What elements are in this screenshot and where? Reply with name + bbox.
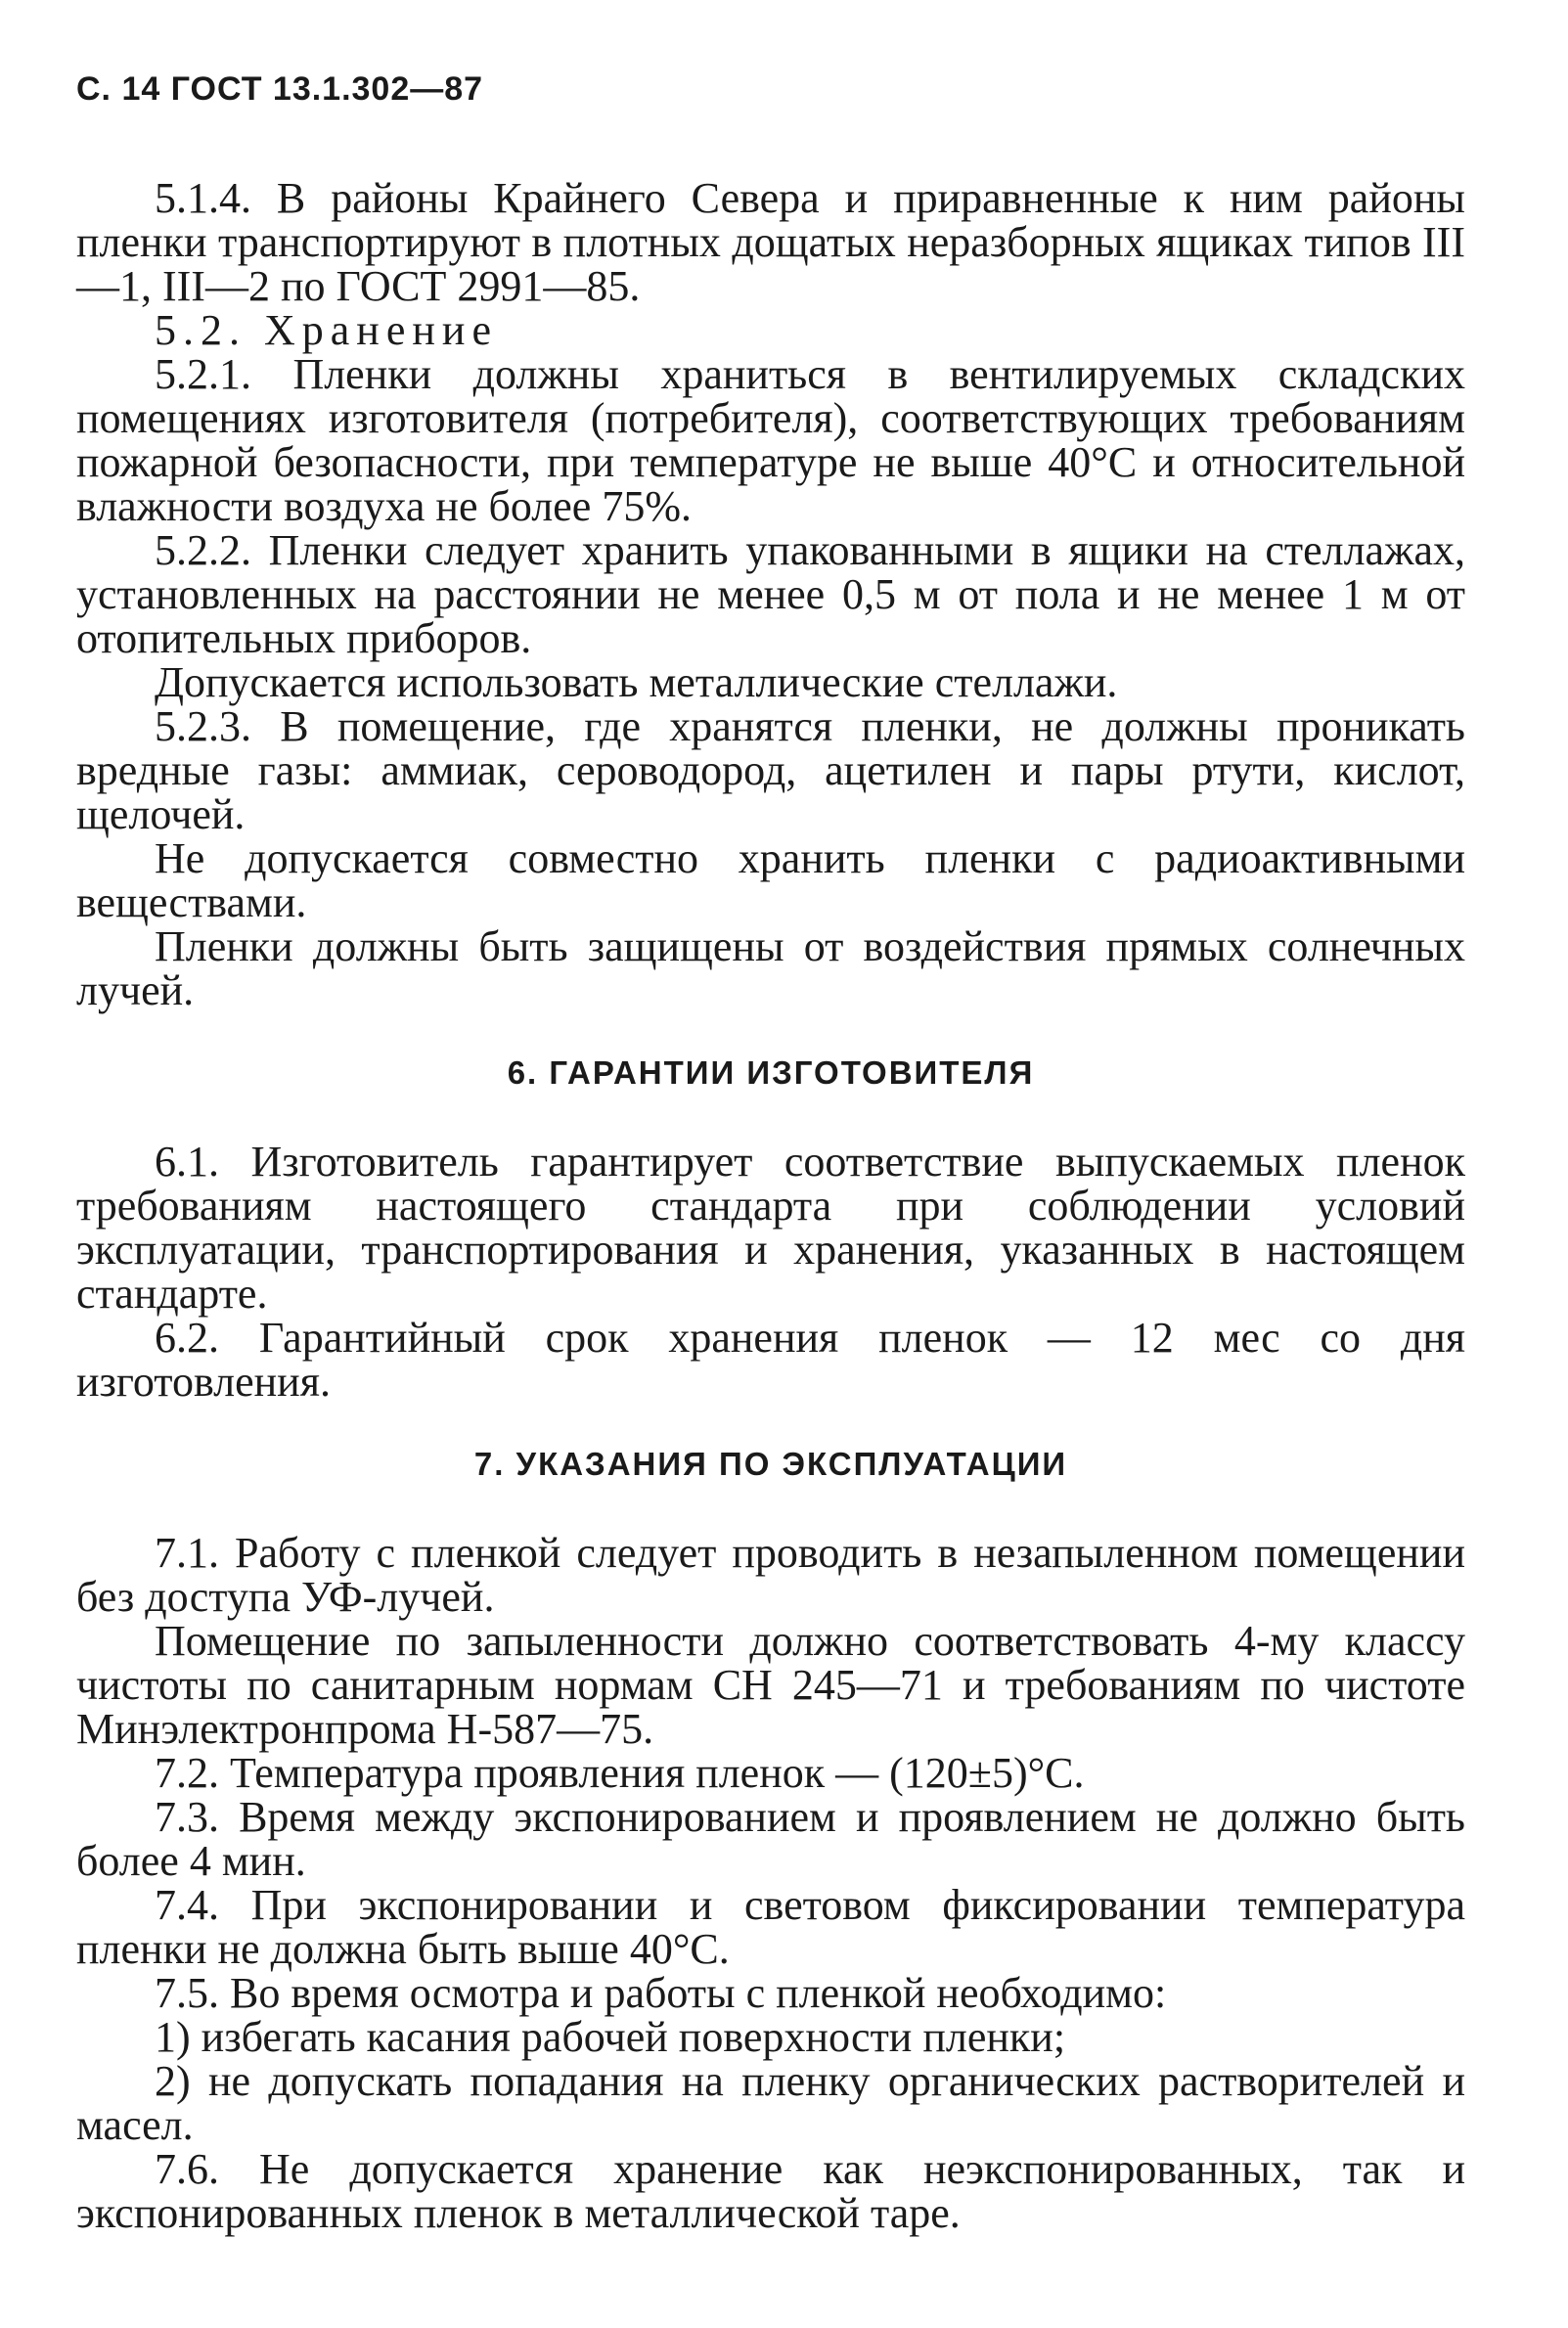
paragraph-7-2: 7.2. Температура проявления пленок — (120±5)°С. (155, 1749, 1085, 1797)
paragraph-5-2-3: 5.2.3. В помещение, где хранятся пленки, не должны проникать вредные газы: аммиак, сероводород, ацетилен и пары ртути, кислот, щелочей. (76, 702, 1465, 838)
subsection-title-storage: 5.2. Хранение (155, 306, 499, 354)
paragraph-7-1: 7.1. Работу с пленкой следует проводить в незапыленном помещении без доступа УФ-лучей. (76, 1529, 1465, 1621)
paragraph-7-6: 7.6. Не допускается хранение как неэкспонированных, так и экспонированных пленок в металлической таре. (76, 2145, 1465, 2237)
list-item-7-5-1: 1) избегать касания рабочей поверхности пленки; (155, 2013, 1066, 2061)
paragraph-6-2: 6.2. Гарантийный срок хранения пленок — 12 мес со дня изготовления. (76, 1314, 1465, 1406)
paragraph-6-1: 6.1. Изготовитель гарантирует соответствие выпускаемых пленок требованиям настоящего стандарта при соблюдении условий эксплуатации, транспортирования и хранения, указанных в настоящем стандарте. (76, 1138, 1465, 1318)
page-header: С. 14 ГОСТ 13.1.302—87 (76, 70, 484, 108)
paragraph-5-1-4: 5.1.4. В районы Крайнего Севера и приравненные к ним районы пленки транспортируют в плотных дощатых неразборных ящиках типов III—1, III—2 по ГОСТ 2991—85. (76, 174, 1465, 310)
list-item-7-5-2: 2) не допускать попадания на пленку органических растворителей и масел. (76, 2057, 1465, 2149)
paragraph-5-2-2-note: Допускается использовать металлические стеллажи. (155, 658, 1118, 706)
paragraph-5-2-2: 5.2.2. Пленки следует хранить упакованными в ящики на стеллажах, установленных на расстоянии не менее 0,5 м от пола и не менее 1 м от отопительных приборов. (76, 526, 1465, 662)
section-title-7: 7. УКАЗАНИЯ ПО ЭКСПЛУАТАЦИИ (473, 1446, 1068, 1482)
document-body (76, 176, 1465, 2235)
paragraph-5-2-3-note-radioactive: Не допускается совместно хранить пленки с радиоактивными веществами. (76, 834, 1465, 926)
paragraph-5-2-1: 5.2.1. Пленки должны храниться в вентилируемых складских помещениях изготовителя (потребителя), соответствующих требованиям пожарной безопасности, при температуре не выше 40°С и относительной влажности воздуха не более 75%. (76, 350, 1465, 530)
section-title-6: 6. ГАРАНТИИ ИЗГОТОВИТЕЛЯ (507, 1054, 1035, 1091)
paragraph-7-5: 7.5. Во время осмотра и работы с пленкой необходимо: (155, 1969, 1167, 2017)
paragraph-7-3: 7.3. Время между экспонированием и проявлением не должно быть более 4 мин. (76, 1793, 1465, 1885)
paragraph-5-2-3-note-sunlight: Пленки должны быть защищены от воздействия прямых солнечных лучей. (76, 922, 1465, 1014)
paragraph-7-1-note: Помещение по запыленности должно соответствовать 4-му классу чистоты по санитарным нормам СН 245—71 и требованиям по чистоте Минэлектронпрома Н-587—75. (76, 1617, 1465, 1753)
paragraph-7-4: 7.4. При экспонировании и световом фиксировании температура пленки не должна быть выше 40°С. (76, 1881, 1465, 1973)
